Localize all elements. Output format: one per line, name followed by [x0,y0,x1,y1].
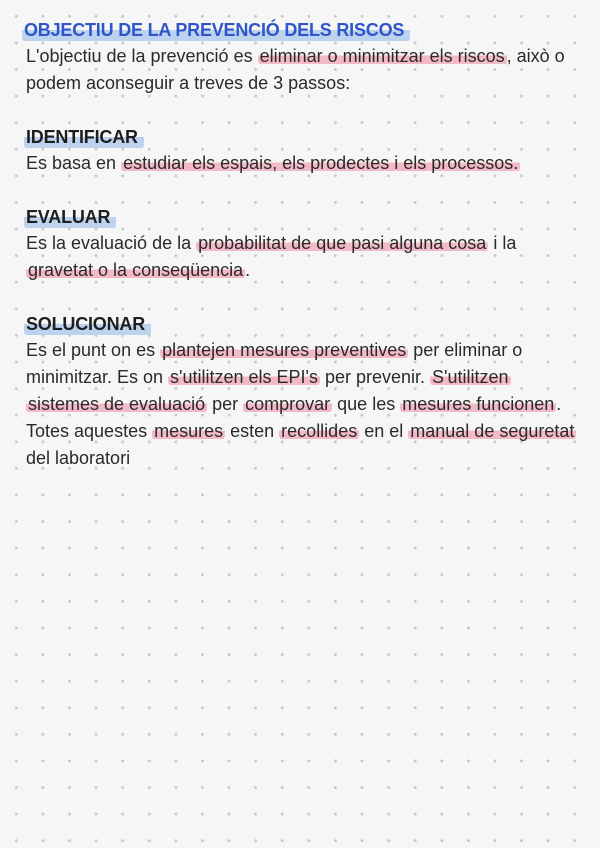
text-span: per eliminar o minimitzar. Es on [26,340,523,387]
text-span: per [207,394,244,414]
text-span: Es basa en [26,153,122,173]
highlight: gravetat o la conseqüencia [28,260,244,280]
intro-paragraph [26,43,578,97]
text-span: Es la evaluació de la [26,233,197,253]
text-span: Es el punt on es [26,340,161,360]
section-paragraph [26,150,578,177]
highlight: mesures [154,421,224,441]
highlight: mesures funcionen [402,394,555,414]
text-span: . Totes aquestes [26,394,562,441]
text-span: per prevenir. [319,367,431,387]
section-heading: SOLUCIONAR [24,311,151,337]
section-paragraph [26,337,578,472]
section-heading: IDENTIFICAR [24,124,144,150]
page-title: OBJECTIU DE LA PREVENCIÓ DELS RISCOS [22,17,410,43]
highlight: comprovar [245,394,331,414]
highlight: s'utilitzen els EPI's [170,367,318,387]
section-identificar [26,124,578,177]
text-span: esten [225,421,280,441]
highlight: estudiar els espais, els prodectes i els processos. [123,153,519,173]
highlight: S'utilitzen sistemes de evaluació [28,367,509,414]
notes-content [26,17,578,472]
highlight: plantejen mesures preventives [162,340,407,360]
section-solucionar [26,311,578,472]
text-span: i la [488,233,517,253]
section-evaluar [26,204,578,284]
highlight: probabilitat de que pasi alguna cosa [198,233,487,253]
section-heading: EVALUAR [24,204,116,230]
highlight: manual de seguretat [410,421,575,441]
highlight: eliminar o minimitzar els riscos [259,46,505,66]
text-span: que les [332,394,401,414]
text-span: . [245,260,251,280]
text-span: en el [359,421,409,441]
text-span: del laboratori [26,448,131,468]
section-paragraph [26,230,578,284]
text-span: L'objectiu de la prevenció es [26,46,258,66]
text-span: , això o podem aconseguir a treves de 3 passos: [26,46,565,93]
highlight: recollides [281,421,358,441]
